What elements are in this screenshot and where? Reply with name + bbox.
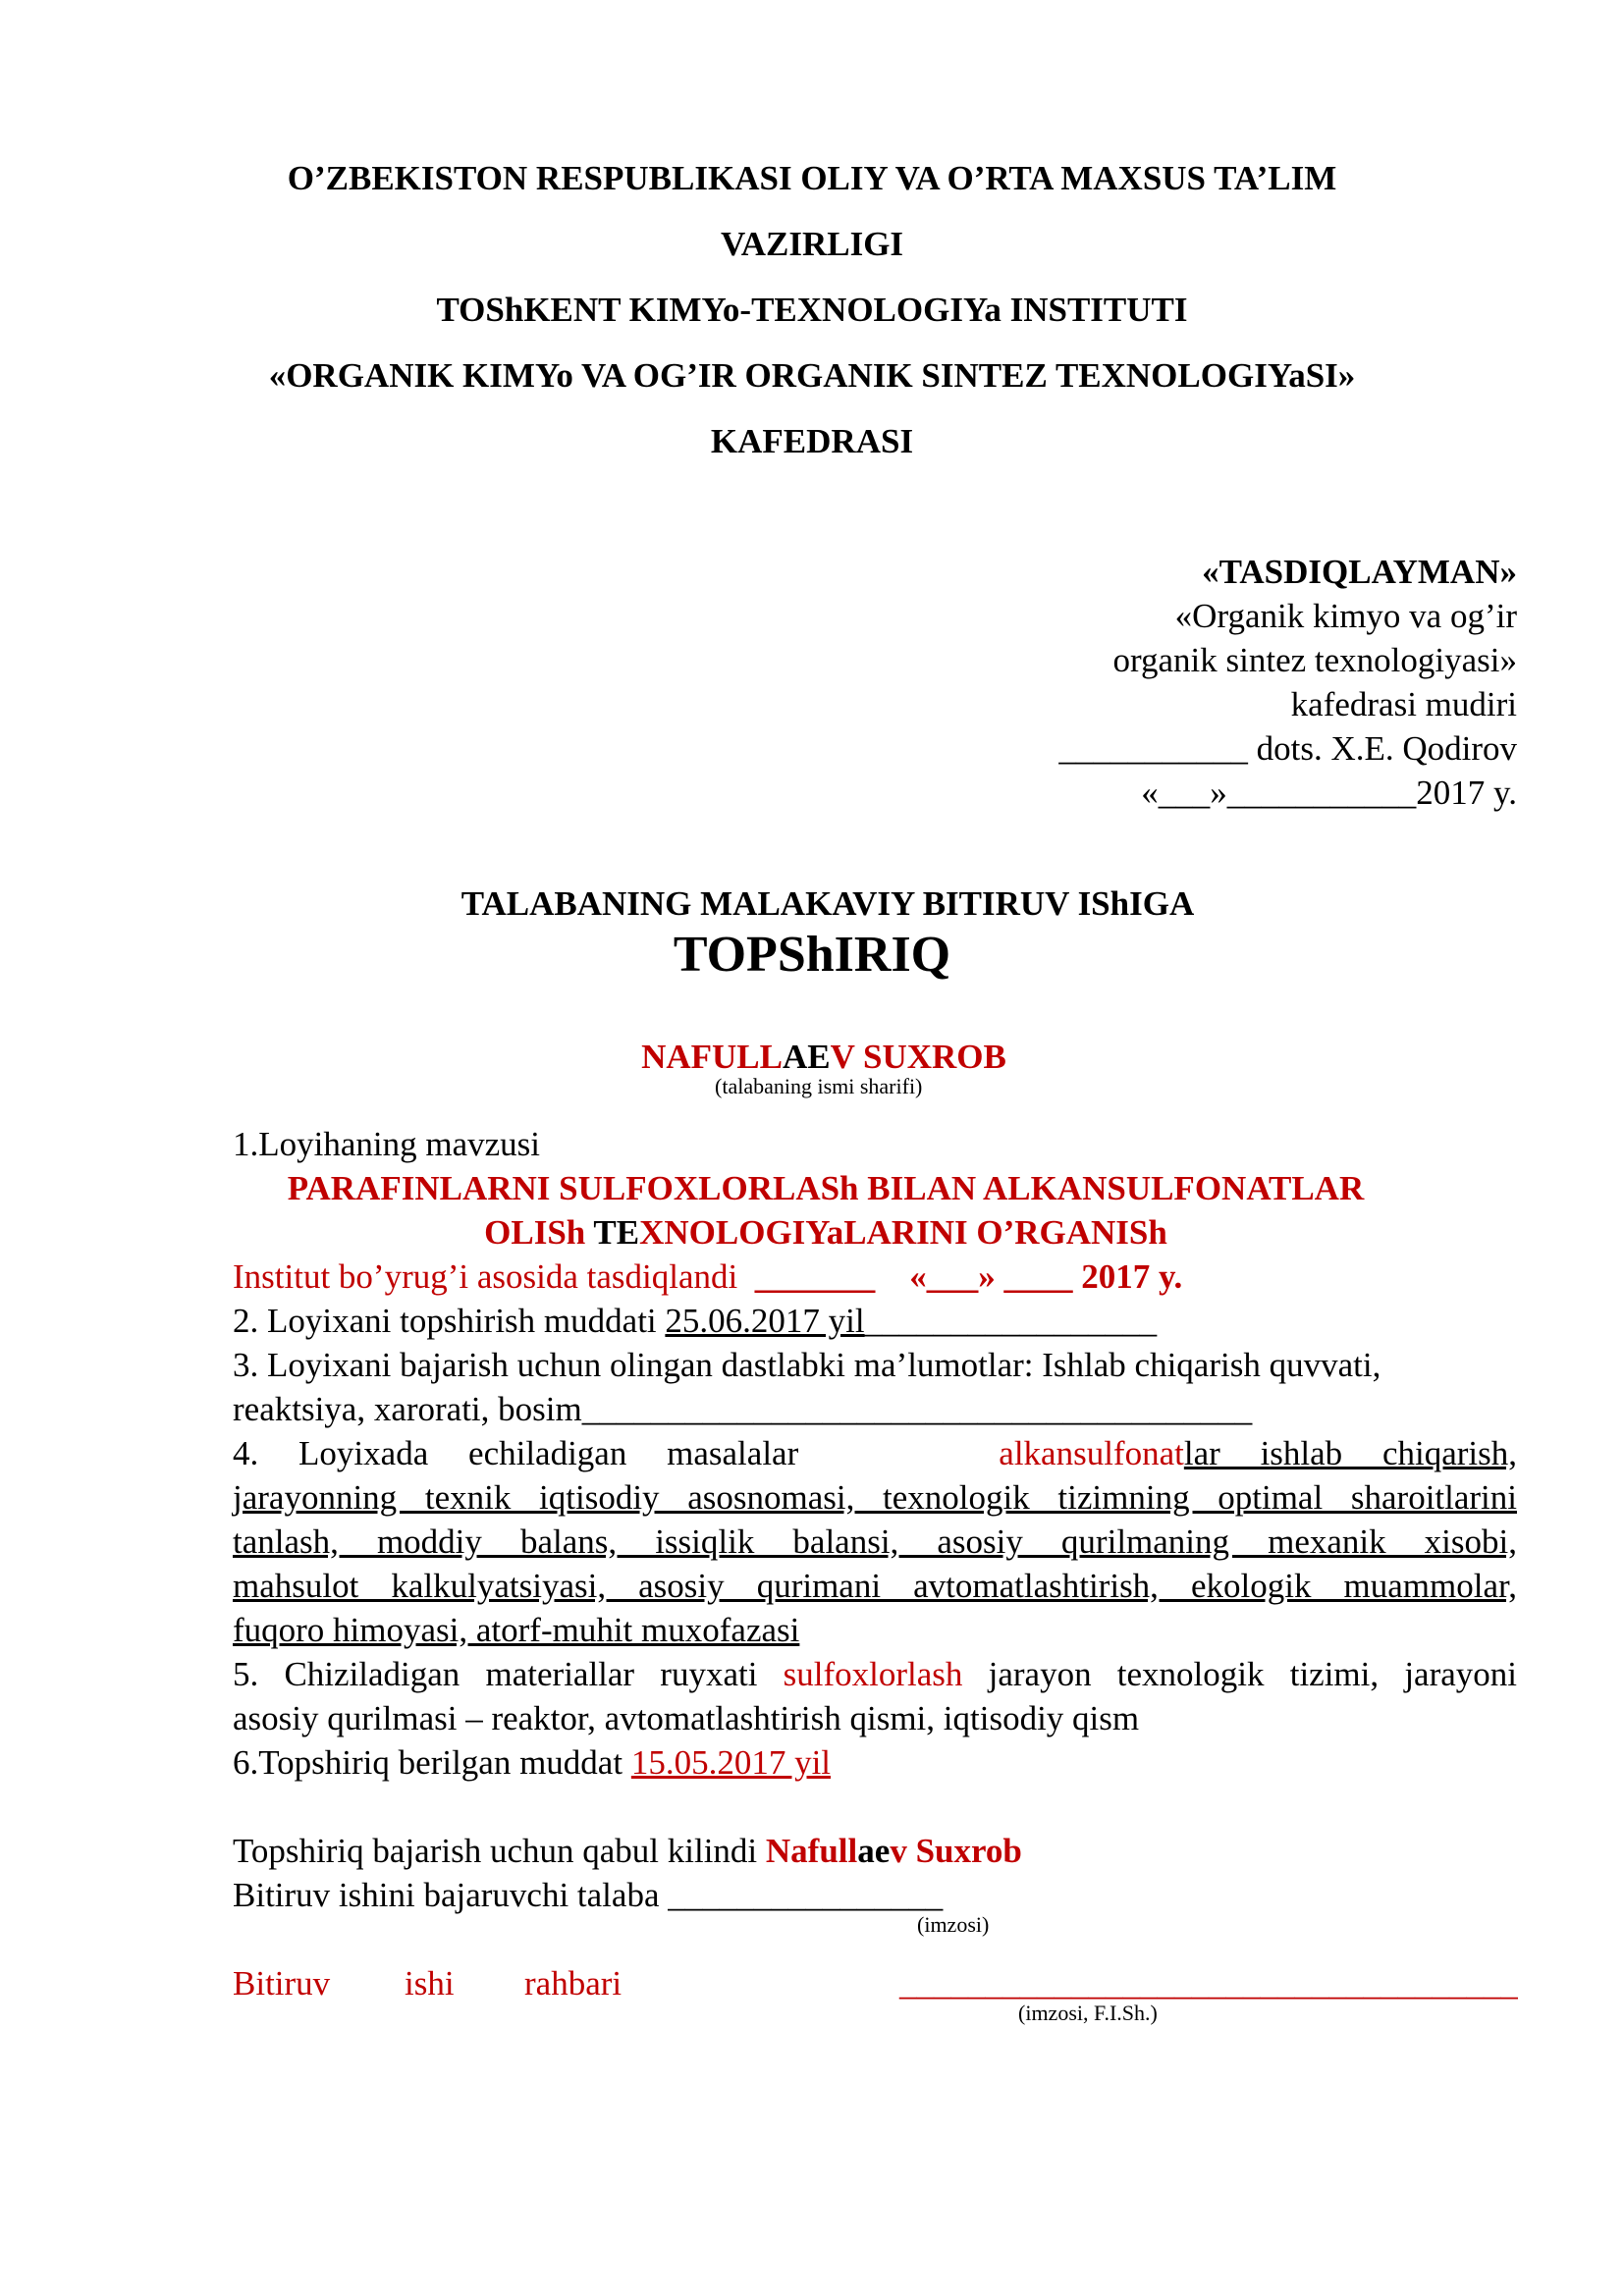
student-name-caption: (talabaning ismi sharifi): [715, 1074, 923, 1098]
student-name: NAFULLAEV SUXROB: [641, 1038, 1006, 1076]
supervisor-signature-blank: ____________________________________: [899, 1964, 1518, 2002]
ministry-title-line1: O’ZBEKISTON RESPUBLIKASI OLIY VA O’RTA MAXSUS TA’LIM: [287, 159, 1337, 197]
topic-label: 1.Loyihaning mavzusi: [233, 1125, 541, 1163]
student-signature-line: Bitiruv ishini bajaruvchi talaba ________________: [233, 1876, 944, 1914]
tasks-line2: jarayonning texnik iqtisodiy asosnomasi, texnologik tizimning optimal sharoitlarini: [233, 1478, 1517, 1517]
department-label: KAFEDRASI: [710, 422, 914, 460]
initial-data-line1: 3. Loyixani bajarish uchun olingan dastlabki ma’lumotlar: Ishlab chiqarish quvvati,: [233, 1346, 1381, 1384]
order-approval-line: Institut bo’yrug’i asosida tasdiqlandi _______ «___» ____ 2017 y.: [233, 1257, 1183, 1296]
issued-date-line: 6.Topshiriq berilgan muddat 15.05.2017 yil: [233, 1743, 832, 1782]
approval-date-line: «___»___________2017 y.: [1141, 774, 1517, 812]
initial-data-line2: reaktsiya, xarorati, bosim_______________________________________: [233, 1390, 1253, 1428]
tasks-line1: 4. Loyixada echiladigan masalalar alkansulfonatlar ishlab chiqarish,: [233, 1434, 1518, 1472]
assignment-subtitle: TALABANING MALAKAVIY BITIRUV IShIGA: [460, 884, 1195, 923]
drawings-line2: asosiy qurilmasi – reaktor, avtomatlashtirish qismi, iqtisodiy qism: [233, 1699, 1140, 1737]
assignment-title: TOPShIRIQ: [673, 927, 951, 983]
tasks-line3: tanlash, moddiy balans, issiqlik balansi, asosiy qurilmaning mexanik xisobi,: [233, 1522, 1517, 1561]
supervisor-label-word2: ishi: [405, 1964, 455, 2002]
supervisor-label-word1: Bitiruv: [233, 1964, 331, 2002]
approval-line3: kafedrasi mudiri: [1290, 685, 1517, 723]
tasks-line5: fuqoro himoyasi, atorf-muhit muxofazasi: [233, 1611, 800, 1649]
deadline-line: 2. Loyixani topshirish muddati 25.06.2017 yil_________________: [233, 1302, 1158, 1340]
approval-block: [864, 550, 1517, 815]
approval-signature-line: ___________ dots. X.E. Qodirov: [1058, 729, 1517, 768]
approval-title: «TASDIQLAYMAN»: [1202, 553, 1517, 591]
approval-line1: «Organik kimyo va og’ir: [1174, 597, 1517, 635]
approval-line2: organik sintez texnologiyasi»: [1112, 641, 1517, 679]
supervisor-signature-caption: (imzosi, F.I.Sh.): [1018, 2001, 1158, 2025]
department-title: «ORGANIK KIMYo VA OG’IR ORGANIK SINTEZ TEXNOLOGIYaSI»: [268, 356, 1356, 395]
drawings-line1: 5. Chiziladigan materiallar ruyxati sulfoxlorlash jarayon texnologik tizimi, jarayoni: [233, 1655, 1518, 1693]
ministry-title-line2: VAZIRLIGI: [720, 225, 904, 263]
topic-title-line1: PARAFINLARNI SULFOXLORLASh BILAN ALKANSULFONATLAR: [287, 1169, 1365, 1207]
institute-title: TOShKENT KIMYo-TEXNOLOGIYa INSTITUTI: [436, 291, 1188, 329]
student-signature-caption: (imzosi): [917, 1912, 990, 1937]
tasks-line4: mahsulot kalkulyatsiyasi, asosiy qurimani avtomatlashtirish, ekologik muammolar,: [233, 1567, 1517, 1605]
supervisor-label-word3: rahbari: [524, 1964, 623, 2002]
topic-title-line2: OLISh TEXNOLOGIYaLARINI O’RGANISh: [484, 1213, 1167, 1252]
accepted-line: Topshiriq bajarish uchun qabul kilindi Nafullaev Suxrob: [233, 1832, 1022, 1870]
